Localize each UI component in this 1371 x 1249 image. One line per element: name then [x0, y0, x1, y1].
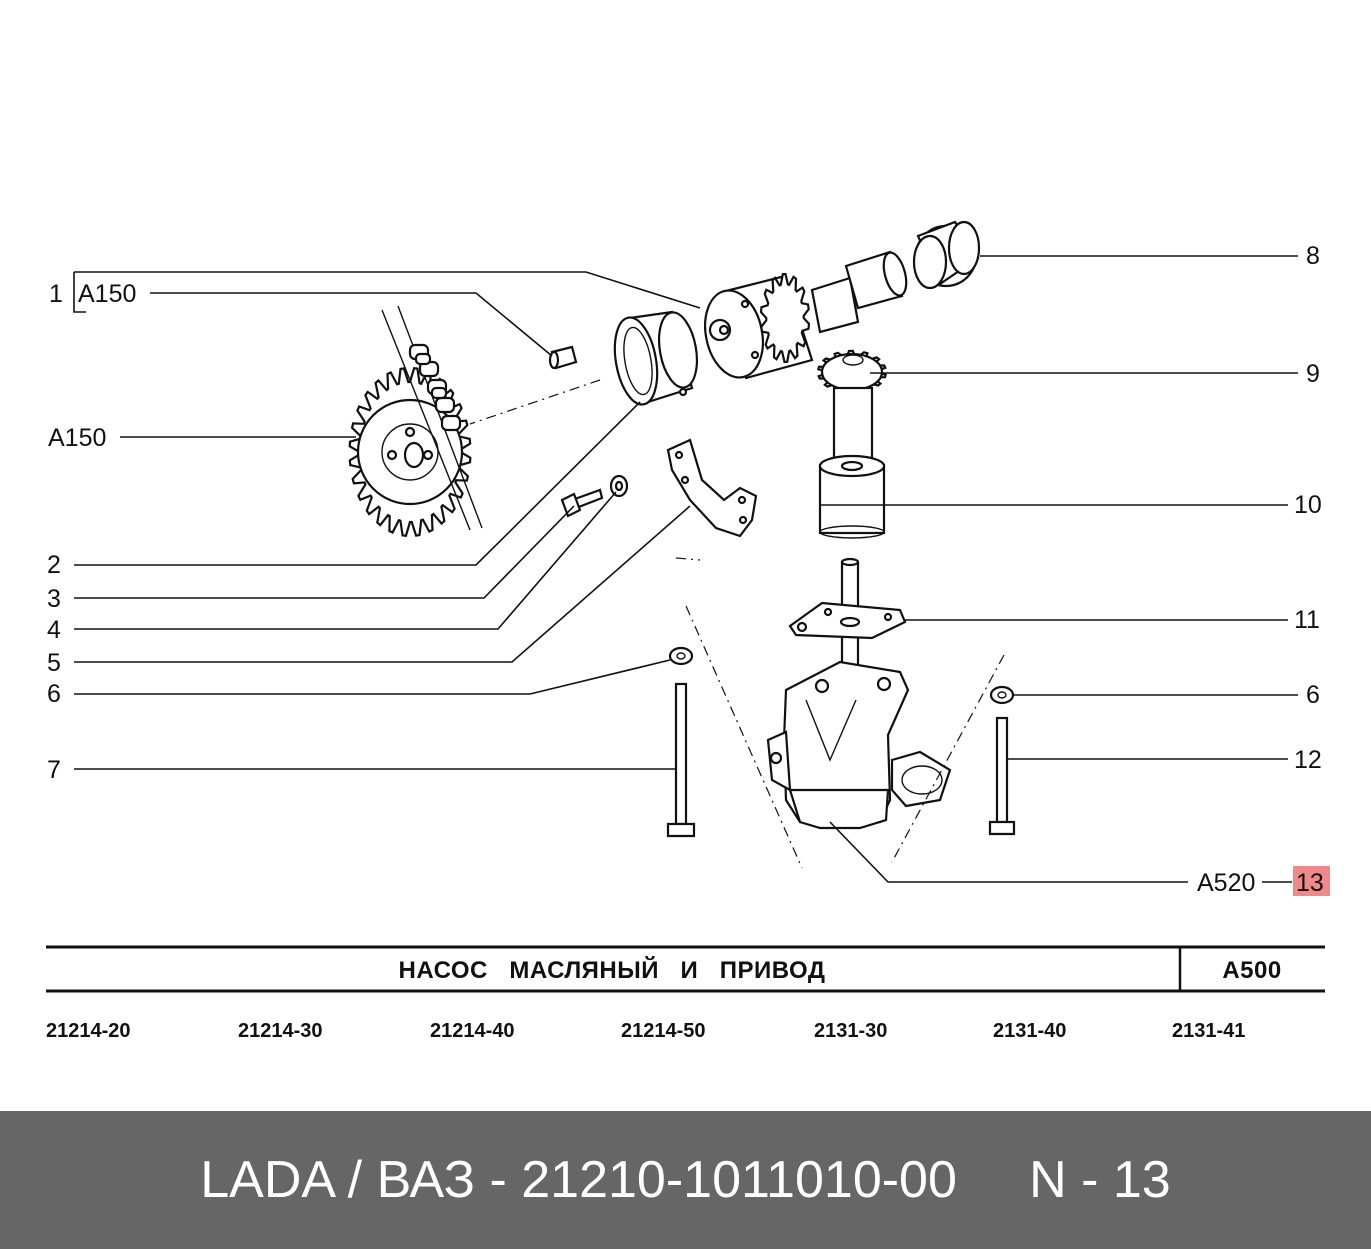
callout-1-ref: A150 [78, 280, 137, 308]
callout-10: 10 [1294, 491, 1322, 519]
callout-9: 9 [1306, 360, 1320, 388]
model-code: 2131-41 [1172, 1020, 1246, 1042]
pump-drive-gear-part [818, 351, 885, 460]
section-code: A500 [1222, 957, 1282, 984]
oil-pump-body-part [768, 662, 950, 828]
model-code: 21214-30 [238, 1020, 323, 1042]
title-block [46, 947, 1325, 1042]
model-code: 21214-40 [430, 1020, 515, 1042]
callout-13-ref: A520 [1197, 869, 1256, 897]
long-bolt-left-part [668, 648, 694, 836]
retainer-plate-part [668, 440, 756, 536]
sprocket-illustration [350, 306, 482, 536]
title-text: НАСОС МАСЛЯНЫЙ И ПРИВОД [398, 957, 826, 984]
sleeve-part [914, 222, 979, 288]
footer-part-number: LADA / ВАЗ - 21210-1011010-00 N - 13 [200, 1151, 1171, 1209]
callout-3: 3 [47, 585, 61, 613]
bushing-part [609, 309, 703, 407]
model-code: 21214-50 [621, 1020, 706, 1042]
callout-5: 5 [47, 649, 61, 677]
callout-13: 13 [1296, 869, 1324, 897]
callout-12: 12 [1294, 746, 1322, 774]
model-code: 2131-30 [814, 1020, 888, 1042]
callout-6-right: 6 [1306, 681, 1320, 709]
callout-7: 7 [47, 756, 61, 784]
callout-6-left: 6 [47, 680, 61, 708]
callout-1: 1 [49, 280, 63, 308]
long-bolt-right-part [990, 687, 1014, 834]
shaft-bushing-part [820, 456, 884, 538]
model-code: 21214-20 [46, 1020, 131, 1042]
callout-11: 11 [1294, 606, 1320, 634]
callout-8: 8 [1306, 242, 1320, 270]
washer-part [611, 476, 627, 496]
model-code: 2131-40 [993, 1020, 1067, 1042]
callout-4: 4 [47, 616, 61, 644]
callout-a150: A150 [48, 424, 107, 452]
pin-part [550, 347, 576, 368]
callout-2: 2 [47, 551, 61, 579]
